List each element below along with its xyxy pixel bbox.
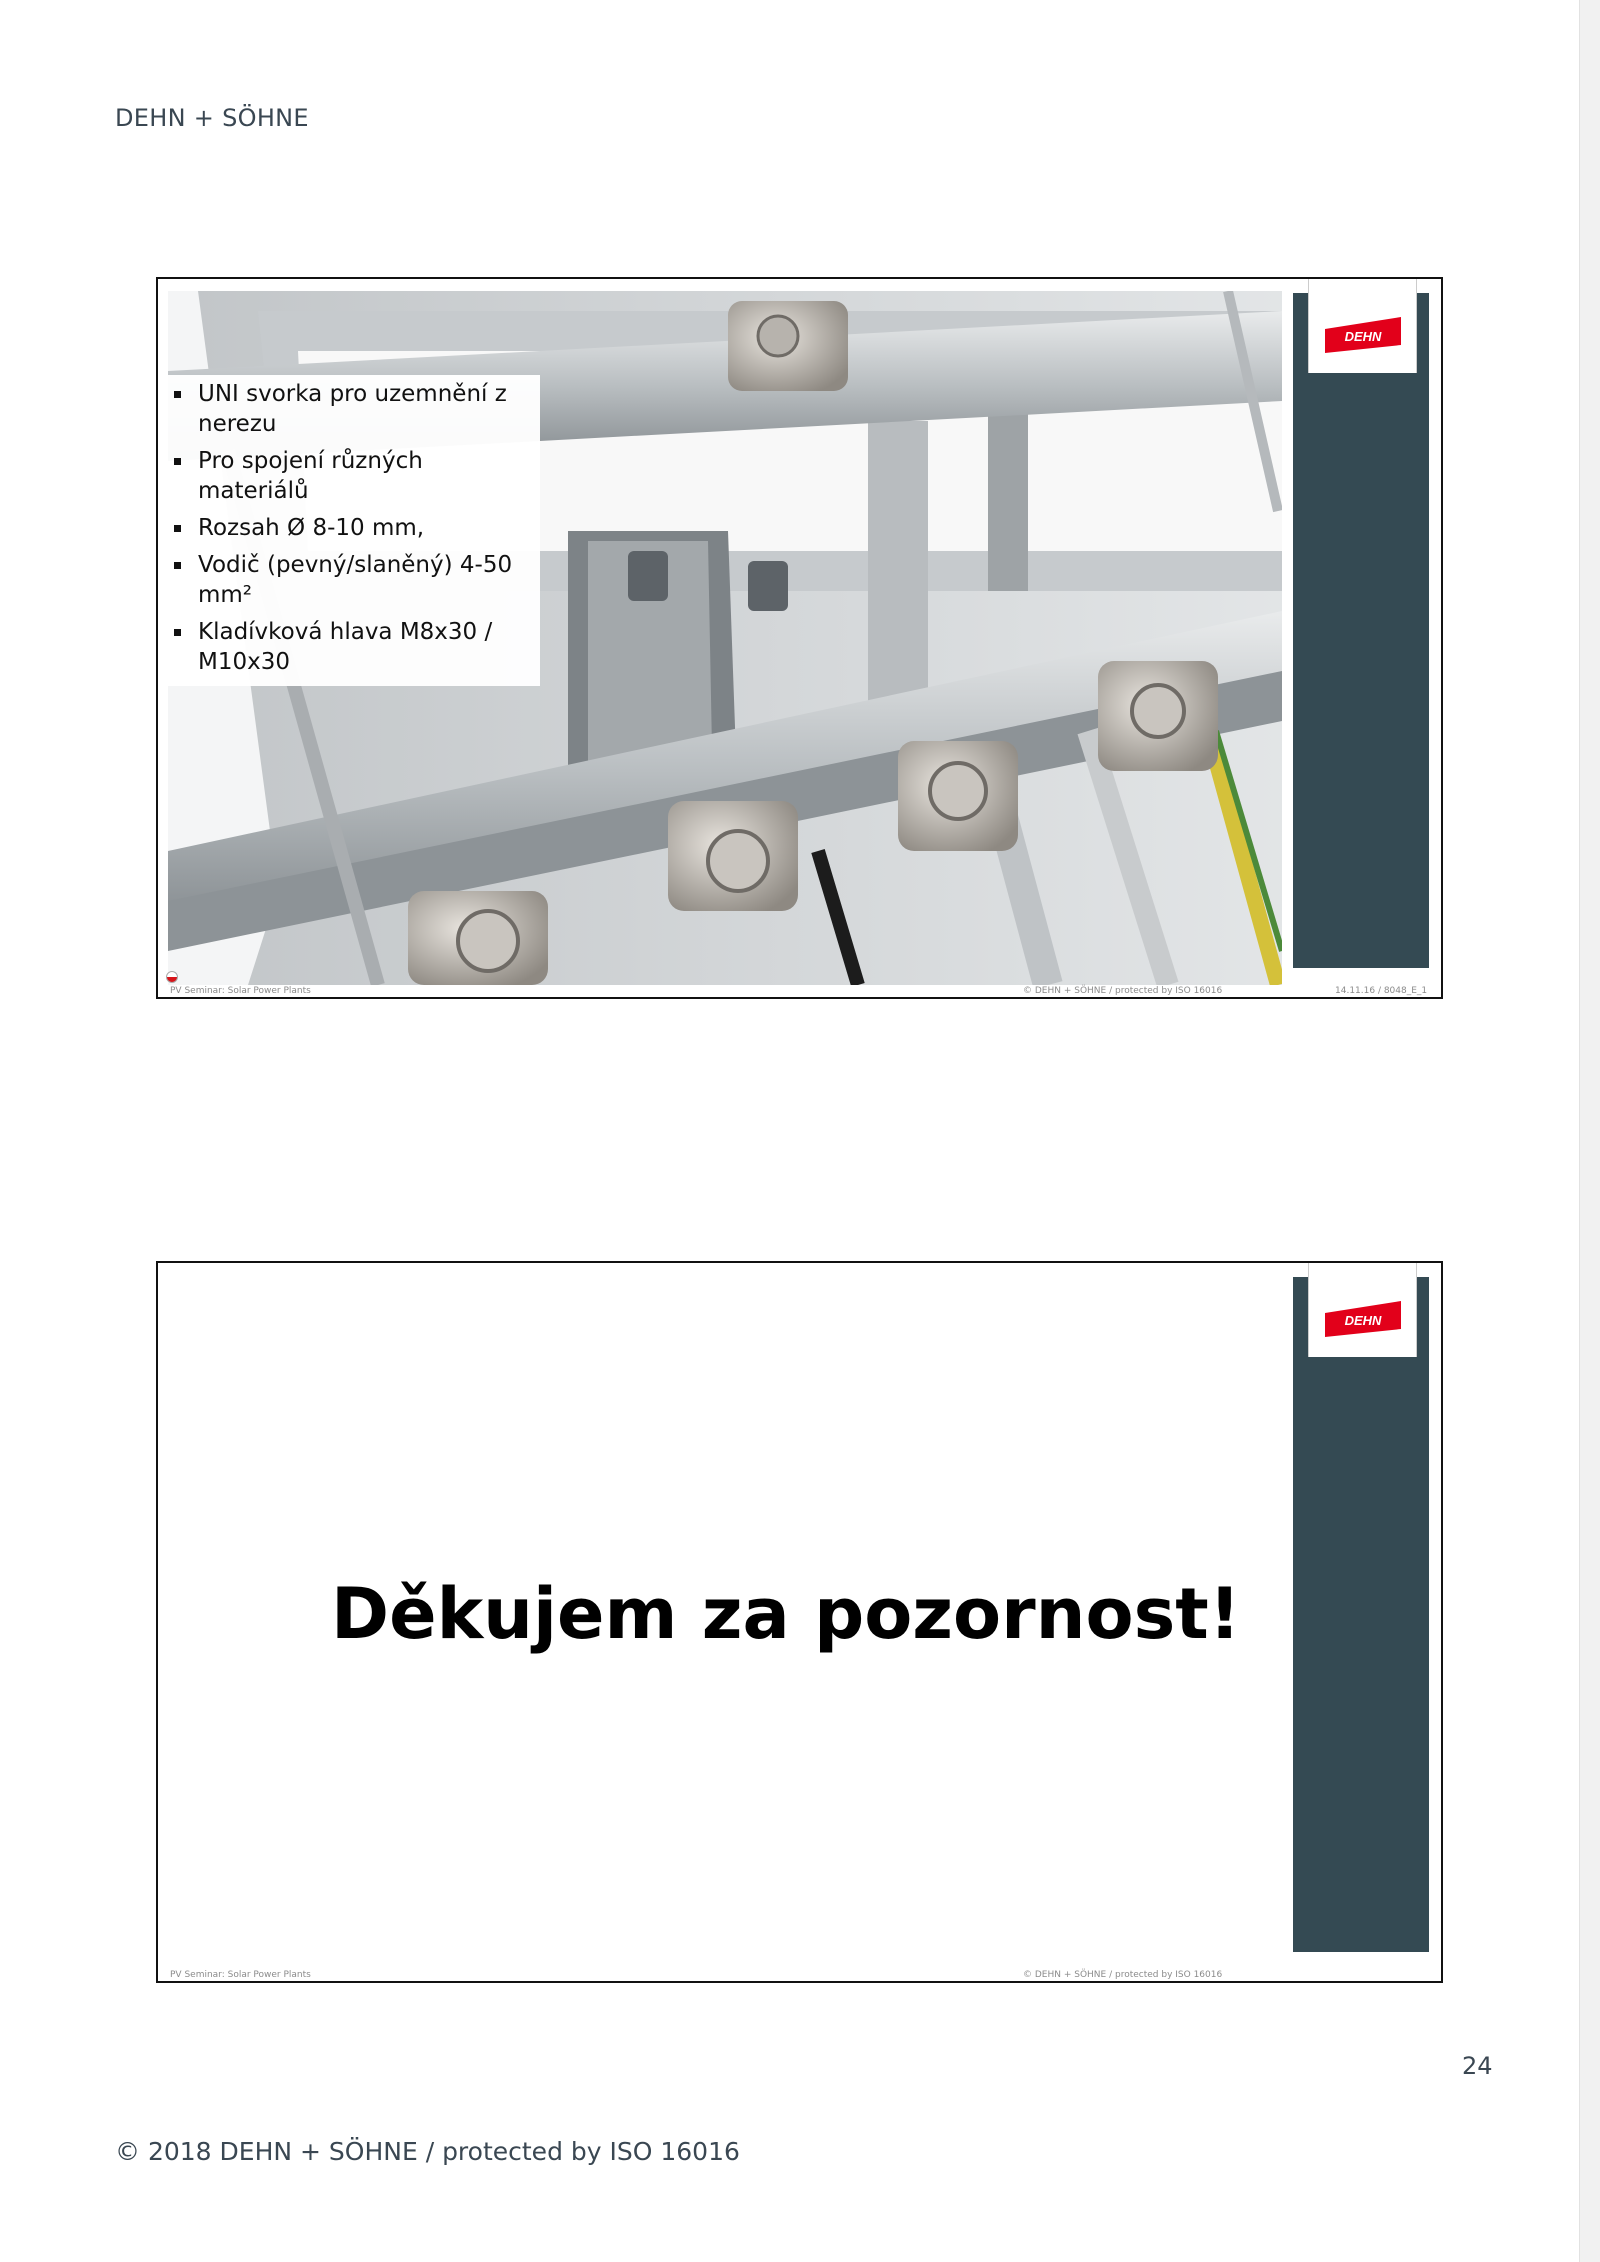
slide-title: Děkujem za pozornost!	[331, 1573, 1241, 1655]
slide-1	[156, 277, 1443, 999]
czech-flag-icon	[166, 971, 178, 983]
brand-band	[1293, 293, 1429, 968]
document-footer: © 2018 DEHN + SÖHNE / protected by ISO 16016	[115, 2137, 740, 2166]
logo-text: DEHN	[1344, 1313, 1382, 1328]
document-header: DEHN + SÖHNE	[115, 104, 309, 132]
bullet-item: Vodič (pevný/slaněný) 4-50 mm²	[168, 550, 540, 610]
slide-2	[156, 1261, 1443, 1983]
dehn-logo	[1308, 1263, 1417, 1357]
page-edge-strip	[1579, 0, 1600, 2262]
bullet-item: Pro spojení různých materiálů	[168, 446, 540, 506]
bullet-item: Rozsah Ø 8-10 mm,	[168, 513, 540, 543]
slide-footer-left: PV Seminar: Solar Power Plants	[170, 986, 311, 996]
bullet-item: Kladívková hlava M8x30 / M10x30	[168, 617, 540, 677]
bullet-item: UNI svorka pro uzemnění z nerezu	[168, 379, 540, 439]
bullet-list	[168, 375, 540, 686]
slide-footer-copyright: © DEHN + SÖHNE / protected by ISO 16016	[1023, 1970, 1223, 1980]
brand-band	[1293, 1277, 1429, 1952]
slide-footer-copyright: © DEHN + SÖHNE / protected by ISO 16016	[1023, 986, 1223, 996]
logo-text: DEHN	[1344, 329, 1382, 344]
slide-footer-code: 14.11.16 / 8048_E_1	[1335, 986, 1428, 996]
dehn-logo	[1308, 279, 1417, 373]
slide-footer-left: PV Seminar: Solar Power Plants	[170, 1970, 311, 1980]
page-number: 24	[1462, 2052, 1493, 2080]
